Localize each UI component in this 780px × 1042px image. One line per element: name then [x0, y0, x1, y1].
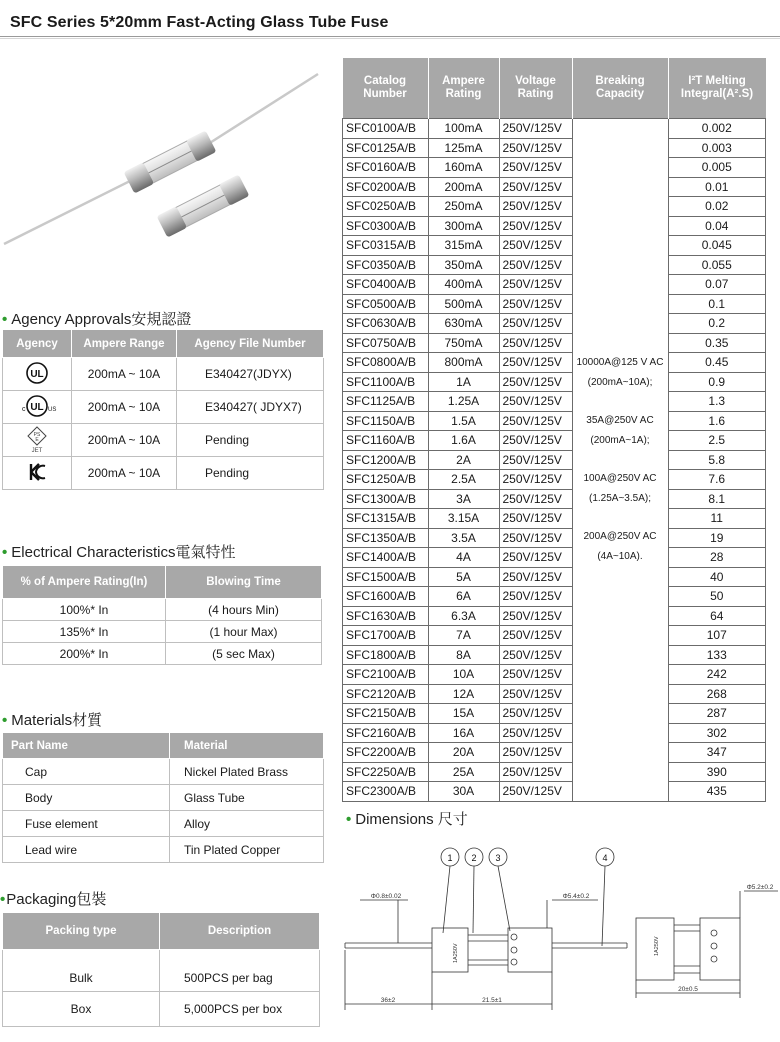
catalog-number-cell: SFC0400A/B	[343, 275, 429, 295]
packaging-table	[2, 912, 320, 1027]
table-row	[343, 470, 766, 490]
packing-type-header: Packing type	[3, 913, 160, 950]
table-row	[343, 294, 766, 314]
voltage-cell: 250V/125V	[499, 723, 572, 743]
ampere-cell: 500mA	[428, 294, 499, 314]
cul-us-label: US	[48, 406, 57, 413]
pse-ps-label: PS	[33, 431, 41, 438]
i2t-cell: 242	[668, 665, 766, 685]
catalog-number-cell: SFC0750A/B	[343, 333, 429, 353]
voltage-cell: 250V/125V	[499, 275, 572, 295]
fuse-product-photo	[0, 66, 330, 256]
i2t-cell: 0.04	[668, 216, 766, 236]
catalog-number-cell: SFC0250A/B	[343, 197, 429, 217]
pse-jet-icon	[24, 425, 50, 453]
voltage-cell: 250V/125V	[499, 743, 572, 763]
i2t-cell: 347	[668, 743, 766, 763]
table-row	[343, 314, 766, 334]
table-row	[343, 626, 766, 646]
i2t-cell: 268	[668, 684, 766, 704]
callout-1: 1	[447, 853, 453, 863]
breaking-capacity-cell	[572, 119, 668, 802]
ampere-cell: 30A	[428, 782, 499, 802]
bullet-icon: •	[2, 311, 8, 328]
catalog-number-cell: SFC2160A/B	[343, 723, 429, 743]
cul-ul-label: UL	[30, 401, 44, 413]
table-row	[3, 391, 324, 424]
agency-table	[2, 329, 324, 490]
i2t-cell: 64	[668, 606, 766, 626]
body-length-label: 20±0.5	[678, 986, 698, 993]
kc-mark-icon	[27, 462, 47, 482]
voltage-cell: 250V/125V	[499, 138, 572, 158]
breaking-capacity-line: 200A@250V AC	[583, 531, 657, 543]
ampere-cell: 3.15A	[428, 509, 499, 529]
catalog-number-cell: SFC1350A/B	[343, 528, 429, 548]
ampere-cell: 6.3A	[428, 606, 499, 626]
title-divider-shadow	[0, 38, 780, 39]
catalog-number-cell: SFC0100A/B	[343, 119, 429, 139]
agency-range: 200mA ~ 10A	[72, 358, 177, 391]
ampere-cell: 5A	[428, 567, 499, 587]
table-row	[343, 489, 766, 509]
voltage-cell: 250V/125V	[499, 509, 572, 529]
ampere-cell: 250mA	[428, 197, 499, 217]
voltage-cell: 250V/125V	[499, 684, 572, 704]
breaking-capacity-header: Breaking Capacity	[572, 58, 668, 119]
ampere-cell: 125mA	[428, 138, 499, 158]
table-row: 200%* In (5 sec Max)	[3, 643, 322, 665]
ampere-cell: 200mA	[428, 177, 499, 197]
table-row	[343, 567, 766, 587]
voltage-cell: 250V/125V	[499, 470, 572, 490]
table-row: Body Glass Tube	[3, 785, 324, 811]
voltage-cell: 250V/125V	[499, 372, 572, 392]
ampere-cell: 100mA	[428, 119, 499, 139]
breaking-capacity-line: 100A@250V AC	[583, 473, 657, 485]
voltage-cell: 250V/125V	[499, 158, 572, 178]
catalog-number-cell: SFC1600A/B	[343, 587, 429, 607]
catalog-number-cell: SFC1200A/B	[343, 450, 429, 470]
i2t-cell: 287	[668, 704, 766, 724]
i2t-cell: 0.2	[668, 314, 766, 334]
ampere-cell: 750mA	[428, 333, 499, 353]
i2t-cell: 0.02	[668, 197, 766, 217]
catalog-number-header: Catalog Number	[343, 58, 429, 119]
voltage-cell: 250V/125V	[499, 431, 572, 451]
voltage-cell: 250V/125V	[499, 119, 572, 139]
i2t-cell: 1.6	[668, 411, 766, 431]
table-row	[343, 275, 766, 295]
voltage-cell: 250V/125V	[499, 255, 572, 275]
table-row	[343, 743, 766, 763]
voltage-cell: 250V/125V	[499, 294, 572, 314]
voltage-cell: 250V/125V	[499, 236, 572, 256]
ampere-cell: 315mA	[428, 236, 499, 256]
i2t-cell: 0.045	[668, 236, 766, 256]
voltage-cell: 250V/125V	[499, 353, 572, 373]
ampere-cell: 4A	[428, 548, 499, 568]
ampere-cell: 160mA	[428, 158, 499, 178]
i2t-cell: 0.1	[668, 294, 766, 314]
i2t-cell: 0.055	[668, 255, 766, 275]
i2t-cell: 302	[668, 723, 766, 743]
voltage-rating-header: Voltage Rating	[499, 58, 572, 119]
ampere-range-header: Ampere Range	[72, 330, 177, 358]
voltage-cell: 250V/125V	[499, 567, 572, 587]
agency-range: 200mA ~ 10A	[72, 424, 177, 457]
catalog-number-cell: SFC1630A/B	[343, 606, 429, 626]
bullet-icon: •	[2, 712, 8, 729]
breaking-capacity-line: (200mA~10A);	[587, 376, 653, 388]
bullet-icon: •	[2, 544, 8, 561]
table-row	[343, 255, 766, 275]
breaking-capacity-line: (4A~10A).	[597, 550, 643, 562]
table-row	[343, 138, 766, 158]
catalog-number-cell: SFC0300A/B	[343, 216, 429, 236]
i2t-cell: 107	[668, 626, 766, 646]
ampere-cell: 25A	[428, 762, 499, 782]
voltage-cell: 250V/125V	[499, 489, 572, 509]
catalog-number-cell: SFC1250A/B	[343, 470, 429, 490]
ampere-rating-header: % of Ampere Rating(In)	[3, 566, 166, 599]
catalog-number-cell: SFC1300A/B	[343, 489, 429, 509]
i2t-cell: 11	[668, 509, 766, 529]
bullet-icon: •	[0, 891, 6, 908]
table-row	[343, 587, 766, 607]
catalog-number-cell: SFC0315A/B	[343, 236, 429, 256]
table-row	[343, 236, 766, 256]
i2t-cell: 0.35	[668, 333, 766, 353]
ampere-cell: 630mA	[428, 314, 499, 334]
i2t-cell: 40	[668, 567, 766, 587]
pse-e-label: E	[35, 436, 39, 443]
table-row: Bulk 500PCS per bag	[3, 950, 320, 992]
i2t-cell: 2.5	[668, 431, 766, 451]
voltage-cell: 250V/125V	[499, 606, 572, 626]
i2t-cell: 50	[668, 587, 766, 607]
cap-diameter-label: Φ5.4±0.2	[562, 893, 590, 900]
ampere-cell: 8A	[428, 645, 499, 665]
ampere-cell: 800mA	[428, 353, 499, 373]
ampere-cell: 20A	[428, 743, 499, 763]
i2t-cell: 133	[668, 645, 766, 665]
table-row	[343, 353, 766, 373]
i2t-cell: 0.005	[668, 158, 766, 178]
ampere-cell: 3.5A	[428, 528, 499, 548]
breaking-capacity-line: 35A@250V AC	[586, 415, 654, 427]
ampere-cell: 10A	[428, 665, 499, 685]
agency-file: Pending	[177, 457, 324, 490]
i2t-cell: 390	[668, 762, 766, 782]
blowing-time-header: Blowing Time	[166, 566, 322, 599]
voltage-cell: 250V/125V	[499, 587, 572, 607]
voltage-cell: 250V/125V	[499, 626, 572, 646]
table-row: 100%* In (4 hours Min)	[3, 599, 322, 621]
table-row	[343, 645, 766, 665]
catalog-number-cell: SFC1125A/B	[343, 392, 429, 412]
title-divider	[0, 36, 780, 37]
voltage-cell: 250V/125V	[499, 762, 572, 782]
voltage-cell: 250V/125V	[499, 665, 572, 685]
table-row	[3, 424, 324, 457]
table-row	[343, 372, 766, 392]
fuse-length-label: 21.5±1	[482, 997, 502, 1004]
electrical-table	[2, 565, 322, 665]
table-row	[343, 411, 766, 431]
agency-file: E340427(JDYX)	[177, 358, 324, 391]
voltage-cell: 250V/125V	[499, 314, 572, 334]
page-title: SFC Series 5*20mm Fast-Acting Glass Tube Fuse	[10, 14, 389, 31]
i2t-cell: 0.9	[668, 372, 766, 392]
i2t-cell: 0.002	[668, 119, 766, 139]
pse-jet-label: JET	[31, 447, 43, 453]
table-row	[343, 782, 766, 802]
cul-us-icon	[17, 394, 57, 418]
catalog-number-cell: SFC0125A/B	[343, 138, 429, 158]
lead-diameter-label: Φ0.8±0.02	[370, 893, 402, 900]
fuse-marking-text-side: 1A250V	[654, 936, 660, 956]
electrical-heading: • Electrical Characteristics電氣特性	[2, 544, 236, 561]
catalog-number-cell: SFC0630A/B	[343, 314, 429, 334]
voltage-cell: 250V/125V	[499, 450, 572, 470]
catalog-number-cell: SFC0350A/B	[343, 255, 429, 275]
catalog-number-cell: SFC2150A/B	[343, 704, 429, 724]
file-number-header: Agency File Number	[177, 330, 324, 358]
agency-range: 200mA ~ 10A	[72, 457, 177, 490]
fuse-marking-text: 1A250V	[453, 943, 459, 963]
i2t-cell: 8.1	[668, 489, 766, 509]
i2t-cell: 19	[668, 528, 766, 548]
catalog-number-cell: SFC2250A/B	[343, 762, 429, 782]
voltage-cell: 250V/125V	[499, 645, 572, 665]
agency-heading: • Agency Approvals安規認證	[2, 311, 192, 328]
breaking-capacity-line: 10000A@125 V AC	[576, 357, 664, 369]
catalog-number-cell: SFC1700A/B	[343, 626, 429, 646]
voltage-cell: 250V/125V	[499, 392, 572, 412]
agency-file: Pending	[177, 424, 324, 457]
breaking-capacity-line: (200mA~1A);	[590, 434, 650, 446]
callout-2: 2	[471, 853, 477, 863]
table-row	[343, 606, 766, 626]
table-row: Fuse element Alloy	[3, 811, 324, 837]
i2t-cell: 5.8	[668, 450, 766, 470]
i2t-cell: 0.45	[668, 353, 766, 373]
ampere-cell: 6A	[428, 587, 499, 607]
table-row	[3, 457, 324, 490]
table-row	[343, 333, 766, 353]
i2t-cell: 0.07	[668, 275, 766, 295]
ampere-cell: 1.25A	[428, 392, 499, 412]
i2t-cell: 0.01	[668, 177, 766, 197]
cul-c-label: c	[22, 405, 26, 413]
catalog-number-cell: SFC2300A/B	[343, 782, 429, 802]
voltage-cell: 250V/125V	[499, 411, 572, 431]
ampere-cell: 2.5A	[428, 470, 499, 490]
ampere-cell: 12A	[428, 684, 499, 704]
material-header: Material	[170, 733, 324, 759]
agency-file: E340427( JDYX7)	[177, 391, 324, 424]
voltage-cell: 250V/125V	[499, 177, 572, 197]
catalog-table	[342, 58, 766, 802]
ampere-cell: 7A	[428, 626, 499, 646]
agency-header: Agency	[3, 330, 72, 358]
table-row	[343, 119, 766, 139]
table-row	[343, 723, 766, 743]
table-row	[343, 528, 766, 548]
catalog-number-cell: SFC2120A/B	[343, 684, 429, 704]
body-diameter-label: Φ5.2±0.2	[746, 884, 774, 891]
i2t-header: I²T Melting Integral(A².S)	[668, 58, 766, 119]
voltage-cell: 250V/125V	[499, 548, 572, 568]
catalog-number-cell: SFC1800A/B	[343, 645, 429, 665]
table-row	[343, 431, 766, 451]
breaking-capacity-line: (1.25A~3.5A);	[589, 492, 651, 504]
callout-3: 3	[495, 853, 501, 863]
description-header: Description	[160, 913, 320, 950]
table-row	[343, 392, 766, 412]
ampere-cell: 2A	[428, 450, 499, 470]
i2t-cell: 7.6	[668, 470, 766, 490]
ul-listed-icon	[25, 361, 49, 385]
i2t-cell: 435	[668, 782, 766, 802]
table-row	[343, 684, 766, 704]
table-row	[343, 177, 766, 197]
i2t-cell: 28	[668, 548, 766, 568]
ampere-cell: 15A	[428, 704, 499, 724]
part-name-header: Part Name	[3, 733, 170, 759]
table-row: Lead wire Tin Plated Copper	[3, 837, 324, 863]
ampere-cell: 1.6A	[428, 431, 499, 451]
table-row	[3, 358, 324, 391]
table-row	[343, 704, 766, 724]
catalog-number-cell: SFC0200A/B	[343, 177, 429, 197]
table-row	[343, 197, 766, 217]
catalog-number-cell: SFC1100A/B	[343, 372, 429, 392]
voltage-cell: 250V/125V	[499, 333, 572, 353]
ampere-cell: 1.5A	[428, 411, 499, 431]
ampere-cell: 1A	[428, 372, 499, 392]
table-row	[343, 762, 766, 782]
packaging-heading: •Packaging包裝	[0, 891, 107, 908]
catalog-number-cell: SFC1150A/B	[343, 411, 429, 431]
catalog-number-cell: SFC0800A/B	[343, 353, 429, 373]
dimension-drawing	[340, 838, 780, 1028]
dimensions-heading: • Dimensions 尺寸	[346, 811, 468, 828]
callout-4: 4	[602, 853, 608, 863]
voltage-cell: 250V/125V	[499, 782, 572, 802]
catalog-number-cell: SFC0160A/B	[343, 158, 429, 178]
ampere-cell: 400mA	[428, 275, 499, 295]
table-row	[343, 216, 766, 236]
ampere-cell: 3A	[428, 489, 499, 509]
catalog-number-cell: SFC1500A/B	[343, 567, 429, 587]
lead-length-label: 36±2	[380, 997, 396, 1004]
catalog-number-cell: SFC2100A/B	[343, 665, 429, 685]
table-row: Box 5,000PCS per box	[3, 992, 320, 1027]
table-row	[343, 509, 766, 529]
catalog-number-cell: SFC1400A/B	[343, 548, 429, 568]
catalog-number-cell: SFC1160A/B	[343, 431, 429, 451]
table-row	[343, 665, 766, 685]
agency-range: 200mA ~ 10A	[72, 391, 177, 424]
voltage-cell: 250V/125V	[499, 197, 572, 217]
ampere-cell: 350mA	[428, 255, 499, 275]
ampere-rating-header: Ampere Rating	[428, 58, 499, 119]
voltage-cell: 250V/125V	[499, 216, 572, 236]
catalog-number-cell: SFC1315A/B	[343, 509, 429, 529]
bullet-icon: •	[346, 811, 352, 828]
materials-table	[2, 732, 324, 863]
catalog-number-cell: SFC2200A/B	[343, 743, 429, 763]
ampere-cell: 300mA	[428, 216, 499, 236]
voltage-cell: 250V/125V	[499, 704, 572, 724]
ul-mark-label: UL	[30, 368, 44, 380]
table-row: Cap Nickel Plated Brass	[3, 759, 324, 785]
table-row	[343, 158, 766, 178]
table-row	[343, 548, 766, 568]
table-row: 135%* In (1 hour Max)	[3, 621, 322, 643]
i2t-cell: 1.3	[668, 392, 766, 412]
materials-heading: • Materials材質	[2, 712, 103, 729]
voltage-cell: 250V/125V	[499, 528, 572, 548]
i2t-cell: 0.003	[668, 138, 766, 158]
table-row	[343, 450, 766, 470]
ampere-cell: 16A	[428, 723, 499, 743]
catalog-number-cell: SFC0500A/B	[343, 294, 429, 314]
